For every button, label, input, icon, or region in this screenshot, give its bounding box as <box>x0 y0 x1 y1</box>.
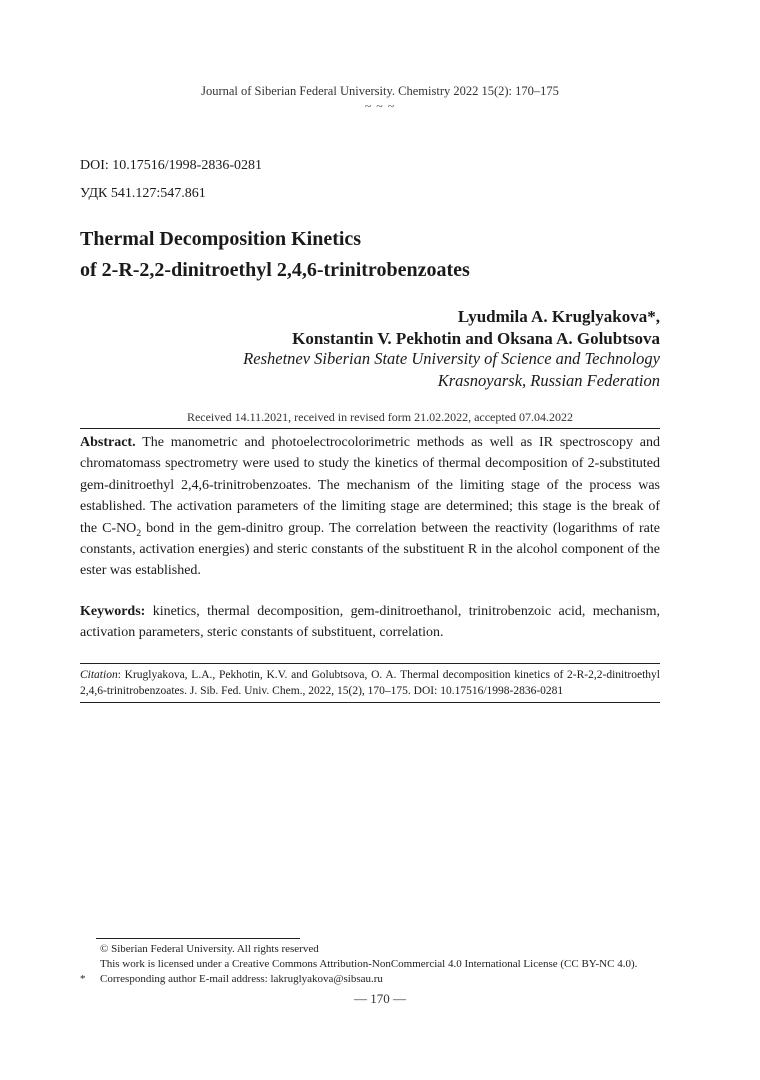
authors-line-2: Konstantin V. Pekhotin and Oksana A. Golubtsova <box>292 329 660 348</box>
abstract <box>80 432 660 582</box>
doi: DOI: 10.17516/1998-2836-0281 <box>80 158 262 173</box>
abstract-label: Abstract. <box>80 435 136 450</box>
footnote-corresponding-author: Corresponding author E-mail address: lakruglyakova@sibsau.ru <box>100 973 383 985</box>
affiliation-line-1: Reshetnev Siberian State University of Science and Technology <box>243 349 660 368</box>
footnote-copyright: © Siberian Federal University. All rights reserved <box>100 943 319 955</box>
keywords-label: Keywords: <box>80 604 146 619</box>
footnote-rule <box>96 938 300 939</box>
keywords-text: kinetics, thermal decomposition, gem-dinitroethanol, trinitrobenzoic acid, mechanism, activation parameters, steric constants of substituent, correlation. <box>80 604 660 641</box>
citation-top-rule <box>80 663 660 664</box>
page-number: — 170 — <box>354 991 406 1006</box>
paper-title <box>80 224 680 286</box>
header-ornament: ~ ~ ~ <box>364 99 396 113</box>
affiliation-line-2: Krasnoyarsk, Russian Federation <box>437 371 660 390</box>
title-line-2: of 2-R-2,2-dinitroethyl 2,4,6-trinitrobenzoates <box>80 259 470 281</box>
title-line-1: Thermal Decomposition Kinetics <box>80 228 362 250</box>
udk-code: УДК 541.127:547.861 <box>80 186 206 201</box>
keywords <box>80 601 660 644</box>
affiliation <box>80 348 660 392</box>
citation-bottom-rule <box>80 702 660 703</box>
abstract-subscript: 2 <box>136 527 142 539</box>
citation-text: : Kruglyakova, L.A., Pekhotin, K.V. and Golubtsova, O. A. Thermal decomposition kinetics of 2-R-2,2-dinitroethyl 2,4,6-trinitrobenzoates. J. Sib. Fed. Univ. Chem., 2022, 15(2), 170–175. DOI: 10.17516/1998-2836-0281 <box>80 669 660 697</box>
footnote-license: This work is licensed under a Creative Commons Attribution-NonCommercial 4.0 International License (CC BY-NC 4.0). <box>100 958 638 970</box>
received-dates: Received 14.11.2021, received in revised form 21.02.2022, accepted 07.04.2022 <box>186 410 574 424</box>
authors <box>80 306 660 350</box>
journal-header: Journal of Siberian Federal University. Chemistry 2022 15(2): 170–175 <box>201 84 559 98</box>
footnote-marker: * <box>80 973 86 985</box>
authors-line-1: Lyudmila A. Kruglyakova*, <box>457 307 660 326</box>
citation-label: Citation <box>80 669 118 681</box>
citation <box>80 667 660 699</box>
abstract-text-part-1: The manometric and photoelectrocolorimetric methods as well as IR spectroscopy and chromatomass spectrometry were used to study the kinetics of thermal decomposition of 2-substituted gem-dinitroethyl 2,4,6-trinitrobenzoates. The mechanism of the limiting stage of the process was established. The activation parameters of the limiting stage are determined; this stage is the break of the C-NO <box>80 435 660 536</box>
abstract-text-part-2: bond in the gem-dinitro group. The correlation between the reactivity (logarithms of rate constants, activation energies) and steric constants of the substituent R in the alcohol component of the ester was established. <box>80 520 660 579</box>
abstract-top-rule <box>80 428 660 429</box>
